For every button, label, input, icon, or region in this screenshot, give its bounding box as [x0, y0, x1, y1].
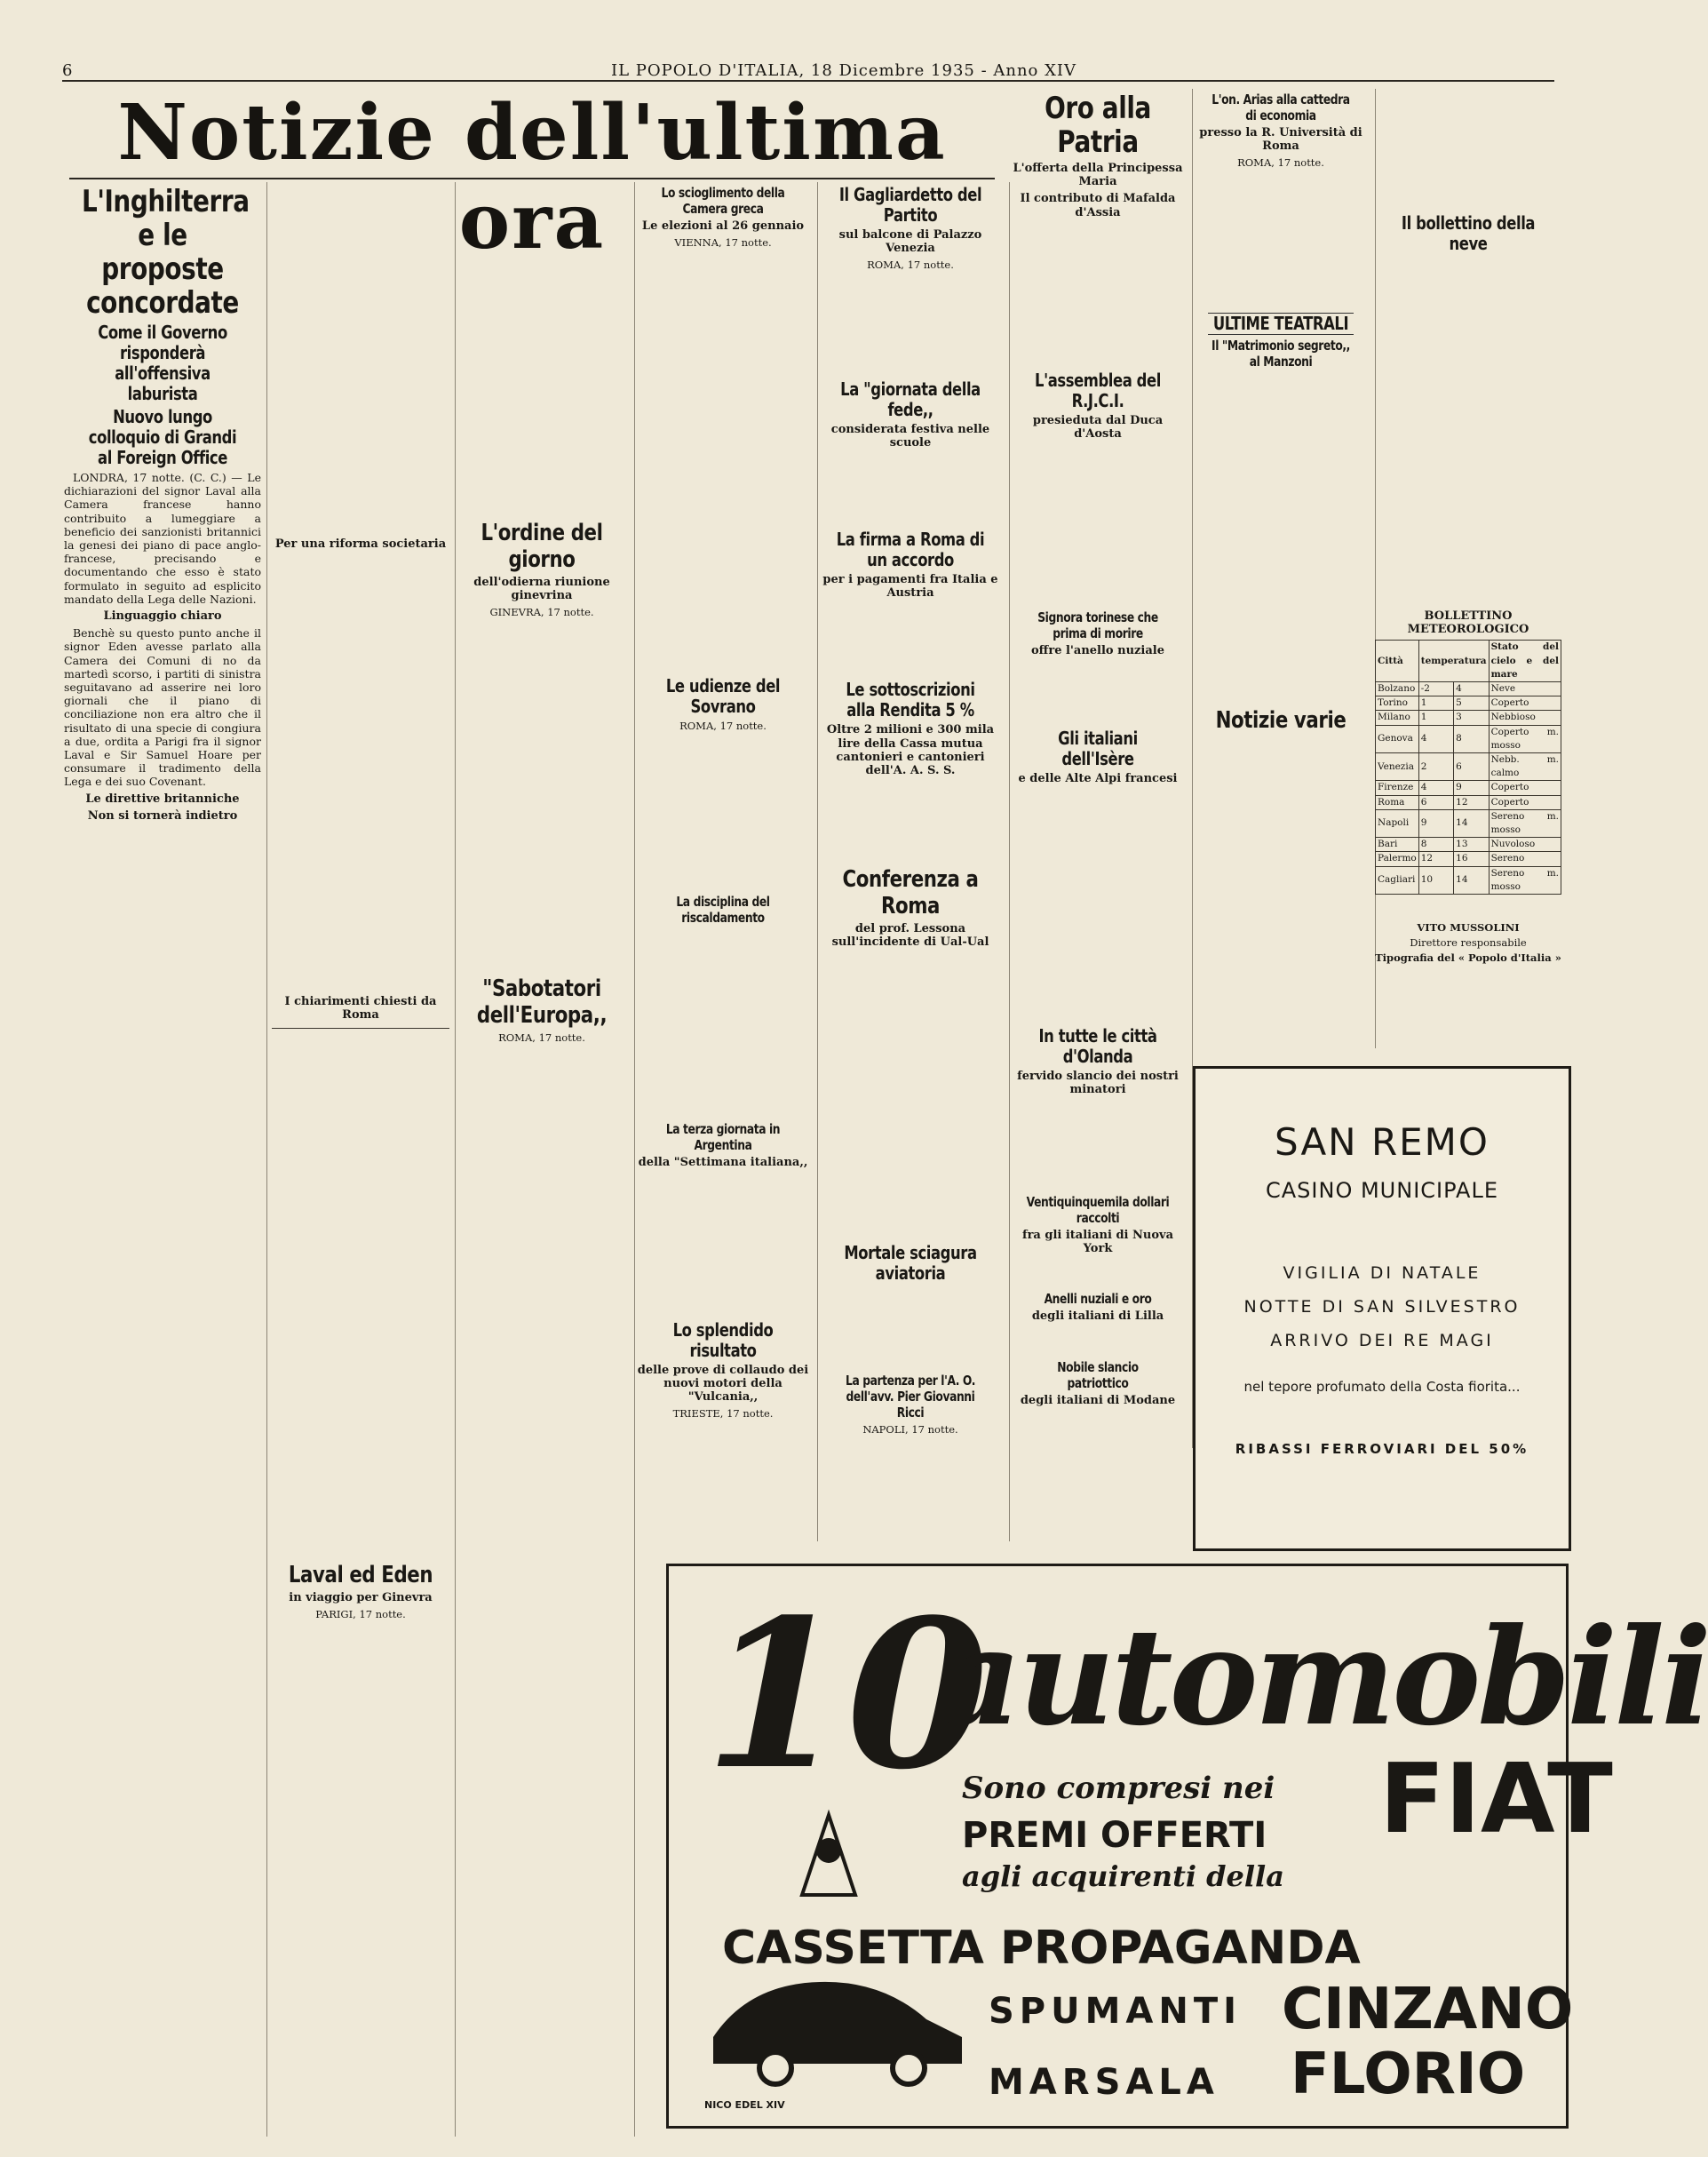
table-cell: Nuvoloso — [1489, 838, 1561, 852]
article-headline: Signora torinese che prima di morire — [1037, 609, 1158, 642]
article-headline: L'ordine del giorno — [481, 520, 603, 573]
section-subhead: Le direttive britanniche — [85, 792, 240, 806]
ad-line: CASSETTA PROPAGANDA — [722, 1922, 1361, 1975]
newspaper-title: IL POPOLO D'ITALIA, 18 Dicembre 1935 - Anno XIV — [610, 60, 1077, 80]
table-cell: Cagliari — [1376, 866, 1419, 894]
article-headline: L'Inghilterra e le proposte concordate — [81, 184, 250, 321]
article-headline: Il Gagliardetto del Partito — [838, 184, 982, 226]
article-subheadline: in viaggio per Ginevra — [289, 1590, 433, 1604]
masthead — [62, 60, 1554, 82]
table-cell: 14 — [1454, 809, 1489, 837]
article-paragraph: Benchè su questo punto anche il signor Eden avesse parlato alla Camera dei Comuni di no da martedì scorso, i partiti di sinistra seguitavano ad asserire nei loro giornali che il piano di conciliazione non era altro che il risultato di una specie di congiura a due, ordita a Parigi fra il signor Laval e Sir Samuel Hoare per consumare il tradimento della Lega e dei suo Covenant. — [64, 626, 261, 789]
table-cell: Genova — [1376, 725, 1419, 752]
article-headline: Oro alla Patria — [1045, 91, 1151, 160]
table-cell: 6 — [1454, 753, 1489, 781]
ad-line: agli acquirenti della — [962, 1859, 1284, 1893]
article-headline: L'on. Arias alla cattedra di economia — [1211, 92, 1350, 123]
table-cell: Bolzano — [1376, 682, 1419, 696]
ad-number: 10 — [704, 1575, 989, 1815]
column-1 — [64, 182, 267, 2137]
table-row — [1376, 809, 1561, 837]
table-cell: Neve — [1489, 682, 1561, 696]
article-headline: Mortale sciagura aviatoria — [844, 1241, 977, 1284]
article-headline: Anelli nuziali e oro — [1044, 1291, 1152, 1308]
table-cell: Sereno m. mosso — [1489, 809, 1561, 837]
fiat-cinzano-ad — [666, 1564, 1708, 2129]
article-headline: Nobile slancio patriottico — [1057, 1358, 1139, 1391]
ad-title: SAN REMO — [1275, 1120, 1490, 1164]
ad-events — [1196, 1256, 1569, 1357]
table-row — [1376, 696, 1561, 711]
table-cell: 4 — [1454, 682, 1489, 696]
sanremo-casino-ad — [1193, 1066, 1571, 1551]
article-subheadline: fervido slancio dei nostri minatori — [1017, 1069, 1179, 1096]
table-cell: 10 — [1418, 866, 1453, 894]
table-cell: Coperto — [1489, 795, 1561, 809]
article-subheadline: delle prove di collaudo dei nuovi motori della "Vulcania,, — [637, 1363, 809, 1405]
section-heading: Notizie varie — [1215, 706, 1347, 734]
table-header: Stato del cielo e del mare — [1489, 641, 1561, 682]
table-row — [1376, 711, 1561, 725]
table-cell: Firenze — [1376, 781, 1419, 795]
column-2 — [266, 182, 456, 2137]
column-4 — [629, 182, 818, 1541]
dateline: PARIGI, 17 notte. — [315, 1607, 406, 1620]
brand-florio: FLORIO — [1291, 2042, 1526, 2107]
article-headline: Lo scioglimento della Camera greca — [661, 185, 785, 217]
table-cell: Torino — [1376, 696, 1419, 711]
article-headline: La disciplina del riscaldamento — [676, 893, 770, 926]
dateline: ROMA, 17 notte. — [1237, 156, 1324, 170]
signature-title: Direttore responsabile — [1410, 936, 1527, 950]
article-subheadline: Come il Governo risponderà all'offensiva laburista — [98, 322, 227, 404]
article-headline: La partenza per l'A. O. dell'avv. Pier Giovanni Ricci — [846, 1372, 975, 1421]
article-subheadline: Le elezioni al 26 gennaio — [641, 219, 805, 233]
table-cell: Bari — [1376, 838, 1419, 852]
article-headline: Il "Matrimonio segreto,, al Manzoni — [1211, 337, 1350, 370]
column-5 — [812, 182, 1010, 1541]
article-subheadline: considerata festiva nelle scuole — [830, 422, 990, 450]
column-7 — [1187, 89, 1376, 1048]
column-8 — [1370, 89, 1567, 1048]
article-subheadline: e delle Alte Alpi francesi — [1018, 772, 1178, 786]
main-headline: Notizie dell'ultima ora — [69, 89, 995, 179]
table-cell: Coperto — [1489, 781, 1561, 795]
article-headline: La "giornata della fede,, — [840, 378, 981, 420]
table-cell: Venezia — [1376, 753, 1419, 781]
article-headline: La terza giornata in Argentina — [665, 1120, 781, 1153]
ad-line: Sono compresi nei — [962, 1771, 1275, 1806]
article-headline: In tutte le città d'Olanda — [1038, 1024, 1157, 1067]
article-subheadline: della "Settimana italiana,, — [638, 1155, 808, 1169]
ad-headline-word: automobili — [935, 1599, 1708, 1755]
section-heading: Il bollettino della neve — [1401, 212, 1536, 254]
ad-subtitle: CASINO MUNICIPALE — [1266, 1178, 1498, 1203]
article-subheadline: offre l'anello nuziale — [1031, 644, 1164, 658]
article-subheadline: sul balcone di Palazzo Venezia — [838, 228, 982, 256]
article-subheadline: L'offerta della Principessa Maria — [1013, 162, 1183, 189]
article-headline: Laval ed Eden — [288, 1561, 433, 1588]
section-heading: BOLLETTINO METEOROLOGICO — [1407, 609, 1529, 637]
section-subhead: I chiarimenti chiesti da Roma — [284, 995, 437, 1023]
table-row — [1376, 852, 1561, 866]
article-headline: Le sottoscrizioni alla Rendita 5 % — [846, 679, 975, 721]
article-subheadline: degli italiani di Lilla — [1031, 1309, 1164, 1324]
article-subheadline: dell'odierna riunione ginevrina — [473, 576, 610, 603]
ad-line: MARSALA — [989, 2062, 1219, 2103]
dateline: NAPOLI, 17 notte. — [862, 1422, 958, 1436]
table-row — [1376, 866, 1561, 894]
ad-event: VIGILIA DI NATALE — [1283, 1263, 1482, 1283]
table-cell: 8 — [1418, 838, 1453, 852]
table-cell: 1 — [1418, 711, 1453, 725]
table-cell: 9 — [1418, 809, 1453, 837]
dateline: VIENNA, 17 notte. — [674, 236, 772, 250]
dateline: ROMA, 17 notte. — [867, 259, 954, 272]
table-cell: Sereno m. mosso — [1489, 866, 1561, 894]
column-6 — [1004, 89, 1193, 1448]
article-headline: Lo splendido risultato — [672, 1318, 774, 1361]
dateline: ROMA, 17 notte. — [679, 720, 767, 733]
table-row — [1376, 781, 1561, 795]
table-cell: Palermo — [1376, 852, 1419, 866]
print-credit: Tipografia del « Popolo d'Italia » — [1375, 951, 1561, 965]
article-subheadline: per i pagamenti fra Italia e Austria — [822, 573, 998, 601]
brand-cinzano: CINZANO — [1282, 1977, 1574, 2042]
table-cell: -2 — [1418, 682, 1453, 696]
table-cell: Roma — [1376, 795, 1419, 809]
table-cell: Milano — [1376, 711, 1419, 725]
article-headline: La firma a Roma di un accordo — [836, 529, 985, 571]
table-cell: 14 — [1454, 866, 1489, 894]
ad-line: SPUMANTI — [989, 1991, 1243, 2032]
ad-event: ARRIVO DEI RE MAGI — [1270, 1331, 1494, 1350]
dateline: GINEVRA, 17 notte. — [489, 606, 594, 619]
signature-name: VITO MUSSOLINI — [1417, 921, 1520, 935]
table-header: Città — [1376, 641, 1419, 682]
table-cell: 12 — [1454, 795, 1489, 809]
table-row — [1376, 725, 1561, 752]
table-cell: 2 — [1418, 753, 1453, 781]
table-cell: 4 — [1418, 725, 1453, 752]
table-cell: 13 — [1454, 838, 1489, 852]
section-subhead: Per una riforma societaria — [274, 537, 447, 551]
brand-fiat: FIAT — [1379, 1744, 1613, 1855]
section-subhead: Non si tornerà indietro — [87, 808, 238, 823]
table-cell: 1 — [1418, 696, 1453, 711]
article-paragraph: LONDRA, 17 notte. (C. C.) — Le dichiarazioni del signor Laval alla Camera francese hanno contribuito a lumeggiare a beneficio dei sanzionisti britannici la genesi dei piano di pace anglo-francese, precisando e documentando che esso è stato formulato in seguito ad esplicito mandato della Lega delle Nazioni. — [64, 471, 261, 606]
table-cell: Nebbioso — [1489, 711, 1561, 725]
section-heading: ULTIME TEATRALI — [1208, 313, 1354, 335]
article-subheadline: degli italiani di Modane — [1020, 1393, 1176, 1407]
article-headline: Conferenza a Roma — [842, 866, 979, 920]
table-cell: Napoli — [1376, 809, 1419, 837]
section-subhead: Linguaggio chiaro — [103, 609, 222, 624]
article-headline: Le udienze del Sovrano — [665, 675, 781, 718]
article-subheadline: Nuovo lungo colloquio di Grandi al Foreign Office — [88, 406, 237, 468]
article-subheadline: Oltre 2 milioni e 300 mila lire della Cassa mutua cantonieri e cantonieri dell'A. A. S. S. — [826, 723, 995, 778]
table-cell: 9 — [1454, 781, 1489, 795]
article-subheadline: fra gli italiani di Nuova York — [1021, 1229, 1173, 1256]
table-cell: Coperto — [1489, 696, 1561, 711]
mascot-and-car-illustration — [695, 1797, 980, 2108]
ad-credit: NICO EDEL XIV — [704, 2099, 785, 2111]
dateline: TRIESTE, 17 notte. — [672, 1407, 774, 1421]
table-cell: Coperto m. mosso — [1489, 725, 1561, 752]
article-subheadline: Il contributo di Mafalda d'Assia — [1020, 192, 1176, 219]
table-cell: Nebb. m. calmo — [1489, 753, 1561, 781]
weather-table — [1375, 640, 1561, 895]
table-cell: 8 — [1454, 725, 1489, 752]
table-row — [1376, 682, 1561, 696]
table-cell: 5 — [1454, 696, 1489, 711]
article-subheadline: presieduta dal Duca d'Aosta — [1032, 413, 1164, 442]
ad-line: PREMI OFFERTI — [962, 1815, 1267, 1856]
table-cell: 3 — [1454, 711, 1489, 725]
article-subheadline: del prof. Lessona sull'incidente di Ual-Ual — [831, 922, 989, 950]
dateline: ROMA, 17 notte. — [498, 1031, 585, 1044]
column-3 — [449, 182, 635, 2137]
article-headline: "Sabotatori dell'Europa,, — [476, 975, 608, 1029]
page-number: 6 — [62, 60, 73, 80]
table-cell: 4 — [1418, 781, 1453, 795]
ad-event: NOTTE DI SAN SILVESTRO — [1243, 1297, 1521, 1317]
article-headline: L'assemblea del R.J.C.I. — [1035, 369, 1161, 411]
ad-footer: RIBASSI FERROVIARI DEL 50% — [1235, 1441, 1529, 1457]
article-headline: Gli italiani dell'Isère — [1058, 728, 1138, 770]
table-row — [1376, 795, 1561, 809]
article-headline: Ventiquinquemila dollari raccolti — [1026, 1194, 1170, 1227]
table-cell: Sereno — [1489, 852, 1561, 866]
table-row — [1376, 753, 1561, 781]
ad-tagline: nel tepore profumato della Costa fiorita... — [1243, 1379, 1521, 1395]
table-row — [1376, 838, 1561, 852]
table-cell: 12 — [1418, 852, 1453, 866]
article-subheadline: presso la R. Università di Roma — [1199, 126, 1362, 154]
table-cell: 6 — [1418, 795, 1453, 809]
table-cell: 16 — [1454, 852, 1489, 866]
table-header: temperatura — [1418, 641, 1489, 682]
